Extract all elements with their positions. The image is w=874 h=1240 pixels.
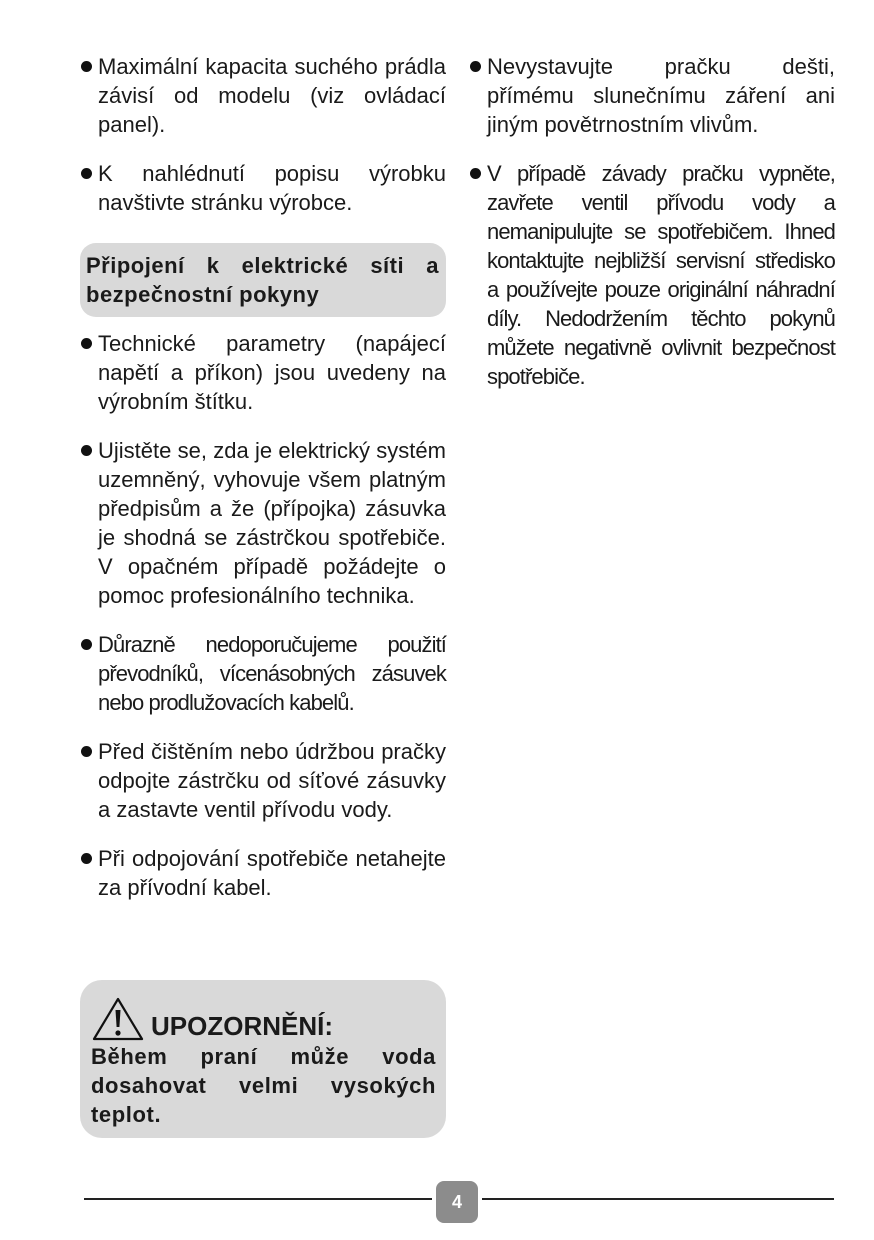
- warning-box: [80, 980, 446, 1138]
- bullet-weather: [469, 52, 835, 139]
- warning-title: UPOZORNĚNÍ:: [151, 1011, 333, 1041]
- bullet-text: Maximální kapacita suchého prádla závisí od modelu (viz ovládací panel).: [98, 54, 446, 137]
- bullet-dot-icon: [81, 639, 92, 650]
- bullet-grounding: [80, 436, 446, 610]
- bullet-dot-icon: [81, 338, 92, 349]
- bullet-capacity: [80, 52, 446, 139]
- bullet-unplugging: [80, 844, 446, 902]
- bullet-text: K nahlédnutí popisu výrobku navštivte stránku výrobce.: [98, 161, 446, 215]
- footer-rule-left: [84, 1198, 432, 1200]
- bullet-cleaning: [80, 737, 446, 824]
- bullet-dot-icon: [470, 61, 481, 72]
- bullet-dot-icon: [81, 61, 92, 72]
- right-column: [469, 52, 835, 411]
- bullet-product-info: [80, 159, 446, 217]
- bullet-technical-parameters: [80, 329, 446, 416]
- warning-header: [91, 990, 436, 1042]
- bullet-text: Při odpojování spotřebiče netahejte za přívodní kabel.: [98, 846, 446, 900]
- warning-text: Během praní může voda dosahovat velmi vysokých teplot.: [91, 1044, 436, 1127]
- bullet-text: V případě závady pračku vypněte, zavřete ventil přívodu vody a nemanipulujte se spotřebičem. Ihned kontaktujte nejbližší servisní středisko a používejte pouze originální náhradní díly. Nedodržením těchto pokynů můžete negativně ovlivnit bezpečnost spotřebiče.: [487, 161, 835, 389]
- bullet-text: Ujistěte se, zda je elektrický systém uzemněný, vyhovuje všem platným předpisům a že (přípojka) zásuvka je shodná se zástrčkou spotřebiče. V opačném případě požádejte o pomoc profesionálního technika.: [98, 438, 446, 608]
- bullet-adapters: [80, 630, 446, 717]
- section-heading: Připojení k elektrické síti a bezpečnostní pokyny: [80, 243, 446, 317]
- bullet-dot-icon: [81, 746, 92, 757]
- page-number-badge: 4: [436, 1181, 478, 1223]
- bullet-text: Nevystavujte pračku dešti, přímému slunečnímu záření ani jiným povětrnostním vlivům.: [487, 54, 835, 137]
- bullet-dot-icon: [81, 445, 92, 456]
- bullet-dot-icon: [470, 168, 481, 179]
- bullet-malfunction: [469, 159, 835, 391]
- bullet-text: Důrazně nedoporučujeme použití převodníků, vícenásobných zásuvek nebo prodlužovacích kabelů.: [98, 632, 446, 715]
- bullet-dot-icon: [81, 853, 92, 864]
- warning-triangle-icon: [91, 996, 145, 1042]
- footer-rule-right: [482, 1198, 834, 1200]
- left-column: [80, 52, 446, 922]
- bullet-dot-icon: [81, 168, 92, 179]
- bullet-text: Technické parametry (napájecí napětí a příkon) jsou uvedeny na výrobním štítku.: [98, 331, 446, 414]
- bullet-text: Před čištěním nebo údržbou pračky odpojte zástrčku od síťové zásuvky a zastavte ventil přívodu vody.: [98, 739, 446, 822]
